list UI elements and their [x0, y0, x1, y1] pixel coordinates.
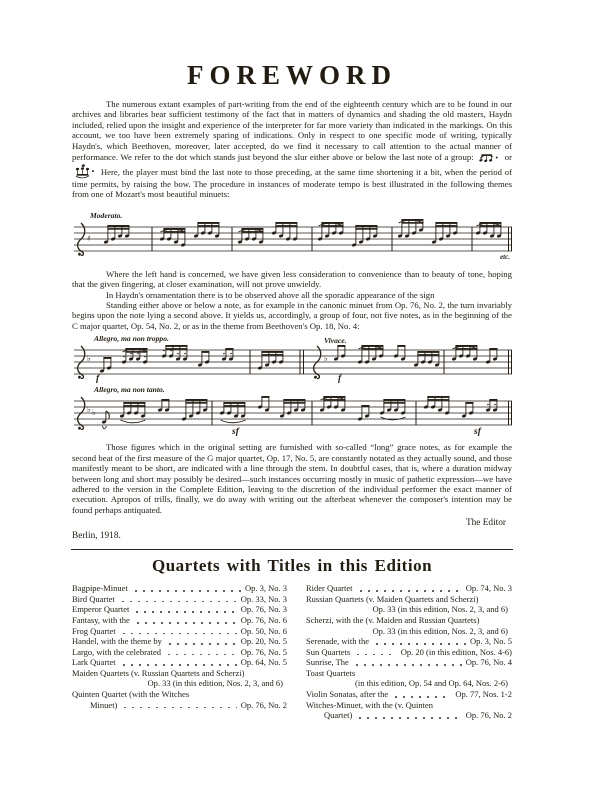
quartet-name: Violin Sonatas, after the	[306, 689, 389, 700]
list-item: (in this edition, Op. 54 and Op. 64, Nos. 2-6)	[355, 678, 508, 689]
paragraph-5: Those figures which in the original setting are furnished with so-called “long” grace notes, as for example the second beat of the first measure of the G major quartet, Op. 17, No. 5, are constantly notated as they actually sound, and those manifestly meant to be short, are indicated with a line through the stem. In doubtful cases, that is, where a duration midway between long and short may possibly be desired—such instances occurring mostly in music of pathetic expression—we have adhered to the version in the Complete Edition, leaving to the discretion of the individual performer the exact manner of execution. Apropos of trills, finally, we do away with writing out the afterbeat whenever the composer's intention may be found perhaps antiquated.	[72, 442, 512, 515]
quartet-name: Rider Quartet	[306, 583, 353, 594]
quartet-opus: Op. 3, No. 3	[244, 583, 287, 594]
list-item	[72, 583, 287, 594]
dot-leader	[354, 654, 397, 656]
dot-leader	[166, 643, 237, 645]
dot-leader	[120, 633, 237, 635]
quartet-opus: Op. 77, Nos. 1-2	[455, 689, 512, 700]
quartet-opus: Op. 33, No. 3	[240, 593, 287, 604]
dot-leader	[134, 622, 237, 624]
section-divider	[71, 549, 513, 550]
beamed-notes-slur-below-icon	[74, 164, 96, 179]
paragraph-4: Standing either above or below a note, as for example in the canonic minuet from Op. 76, No. 2, the turn invariably begins upon the note lying a second above. It yields us, accordingly, a group of four, not five notes, as in the beginning of the C major quartet, Op. 54, No. 2, or as in the theme from Beethoven's Op. 18, No. 4:	[72, 300, 512, 331]
dot-leader	[357, 590, 462, 592]
quartet-opus: Op. 76, No. 2	[465, 710, 512, 721]
music-example-allegro-ma-non-tanto	[72, 385, 512, 437]
quartet-opus: Op. 76, No. 4	[465, 657, 512, 668]
dynamic-f: f	[96, 374, 100, 385]
beamed-notes-slur-above-icon	[478, 151, 500, 164]
music-example-allegro-vivace	[72, 334, 512, 384]
list-item	[72, 594, 287, 605]
list-item	[72, 657, 287, 668]
paragraph-1	[72, 99, 512, 200]
dynamic-f: f	[338, 374, 342, 385]
dot-leader	[120, 664, 237, 666]
quartet-name: Sunrise, The	[306, 657, 349, 668]
quartet-opus: Op. 74, No. 3	[465, 583, 512, 594]
dot-leader	[119, 601, 237, 603]
dynamic-sf: sf	[232, 427, 239, 438]
quartet-name: Emperor Quartet	[72, 604, 130, 615]
etc-label: etc.	[500, 252, 510, 261]
quartet-name: Sun Quartets	[306, 646, 351, 657]
dot-leader	[356, 717, 461, 719]
list-item: Russian Quartets (v. Maiden Quartets and Scherzi)	[306, 593, 479, 604]
paragraph-1-text-a: The numerous extant examples of part-writing from the end of the eighteenth century which are to be found in our archives and libraries bear sufficient testimony of the fact that in matters of dynamics and shading the old masters, Haydn included, relied upon the insight and experience of the interpreter for far more variety than indicated in the markings. On this account, we too have been extremely sparing of indications. Only in respect to one specific mode of writing, typically Haydn's, which Beethoven, moreover, later accepted, do we find it necessary to call attention to the actual manner of performance. We refer to the dot which stands just beyond the slur either above or below the last note of a group:	[72, 99, 512, 163]
paragraph-2: Where the left hand is concerned, we have given less consideration to convenience than to beauty of tone, hoping that the given fingering, at closer examination, will not prove unwieldy.	[72, 268, 512, 290]
list-item: Op. 33 (in this edition, Nos. 2, 3, and 6)	[147, 678, 283, 689]
signature: The Editor	[465, 518, 506, 529]
dot-leader	[132, 590, 241, 592]
paragraph-1-text-b: Here, the player must bind the last note to those preceding, at the same time shortening it a bit, when the period of time permits, by raising the bow. The procedure in instances of moderate tempo is best illustrated in the following themes from one of Mozart's most beautiful minuets:	[72, 167, 512, 200]
tempo-marking: Moderato.	[90, 210, 123, 220]
quartet-name: Lark Quartet	[72, 657, 116, 668]
music-example-moderato	[72, 211, 512, 263]
paragraph-3: In Haydn's ornamentation there is to be observed above all the sporadic appearance of the sign	[106, 289, 435, 300]
quartet-name: Handel, with the theme by	[72, 636, 162, 647]
tempo-marking: Vivace.	[324, 336, 347, 346]
svg-text:♭: ♭	[324, 354, 328, 364]
tempo-marking: Allegro, ma non troppo.	[94, 334, 169, 344]
quartet-opus: Op. 76, No. 3	[240, 604, 287, 615]
list-item	[72, 615, 287, 626]
page-title: FOREWORD	[187, 60, 397, 90]
quartet-name: Quartet)	[324, 710, 353, 721]
dot-leader	[392, 696, 451, 698]
quartet-name: Minuet)	[90, 699, 118, 710]
list-item	[72, 604, 287, 615]
quartets-left	[72, 583, 287, 721]
staff-moderato	[72, 211, 512, 263]
quartet-name: Bagpipe-Minuet	[72, 583, 128, 594]
quartet-opus: Op. 76, No. 5	[240, 646, 287, 657]
list-item: Op. 33 (in this edition, Nos. 2, 3, and 6)	[372, 625, 508, 636]
list-item	[306, 647, 512, 658]
quartet-opus: Op. 64, No. 5	[240, 657, 287, 668]
list-item	[72, 647, 287, 658]
quartet-opus: Op. 20 (in this edition, Nos. 4-6)	[400, 646, 512, 657]
quartets-right	[306, 583, 512, 721]
list-item: Maiden Quartets (v. Russian Quartets and Scherzi)	[72, 667, 245, 678]
list-item	[306, 636, 512, 647]
quartet-opus: Op. 50, No. 6	[240, 625, 287, 636]
quartet-name: Bird Quartet	[72, 593, 115, 604]
quartet-opus: Op. 20, No. 5	[240, 636, 287, 647]
section-title: Quartets with Titles in this Edition	[151, 556, 433, 576]
dynamic-sf: sf	[474, 427, 481, 438]
list-item: Quinten Quartet (with the Witches	[72, 689, 190, 700]
dot-leader	[373, 643, 466, 645]
svg-text:♭: ♭	[87, 405, 91, 415]
paragraph-1-or: or	[504, 152, 513, 163]
place-date: Berlin, 1918.	[72, 531, 121, 542]
dot-leader	[133, 611, 236, 613]
quartets-list	[72, 583, 512, 721]
quartet-opus: Op. 3, No. 5	[469, 636, 512, 647]
quartet-name: Frog Quartet	[72, 625, 116, 636]
dot-leader	[353, 664, 462, 666]
quartet-opus: Op. 76, No. 6	[240, 614, 287, 625]
dot-leader	[121, 707, 236, 709]
list-item	[306, 583, 512, 594]
list-item	[306, 657, 512, 668]
svg-text:♭: ♭	[92, 408, 96, 418]
list-item	[306, 689, 512, 700]
list-item	[306, 710, 512, 721]
quartet-name: Largo, with the celebrated	[72, 646, 162, 657]
svg-text:♭: ♭	[87, 354, 91, 364]
list-item: Op. 33 (in this edition, Nos. 2, 3, and 6)	[372, 604, 508, 615]
dot-leader	[165, 654, 237, 656]
quartet-opus: Op. 76, No. 2	[240, 699, 287, 710]
tempo-marking: Allegro, ma non tanto.	[94, 385, 165, 395]
list-item	[72, 636, 287, 647]
quartet-name: Serenade, with the	[306, 636, 370, 647]
text-column	[72, 0, 512, 721]
list-item	[72, 626, 287, 637]
svg-text:♯: ♯	[87, 233, 91, 243]
quartet-name: Fantasy, with the	[72, 614, 130, 625]
list-item	[72, 700, 287, 711]
list-item: Scherzi, with the (v. Maiden and Russian Quartets)	[306, 614, 480, 625]
list-item: Witches-Minuet, with the (v. Quinten	[306, 699, 434, 710]
list-item: Toast Quartets	[306, 667, 356, 678]
